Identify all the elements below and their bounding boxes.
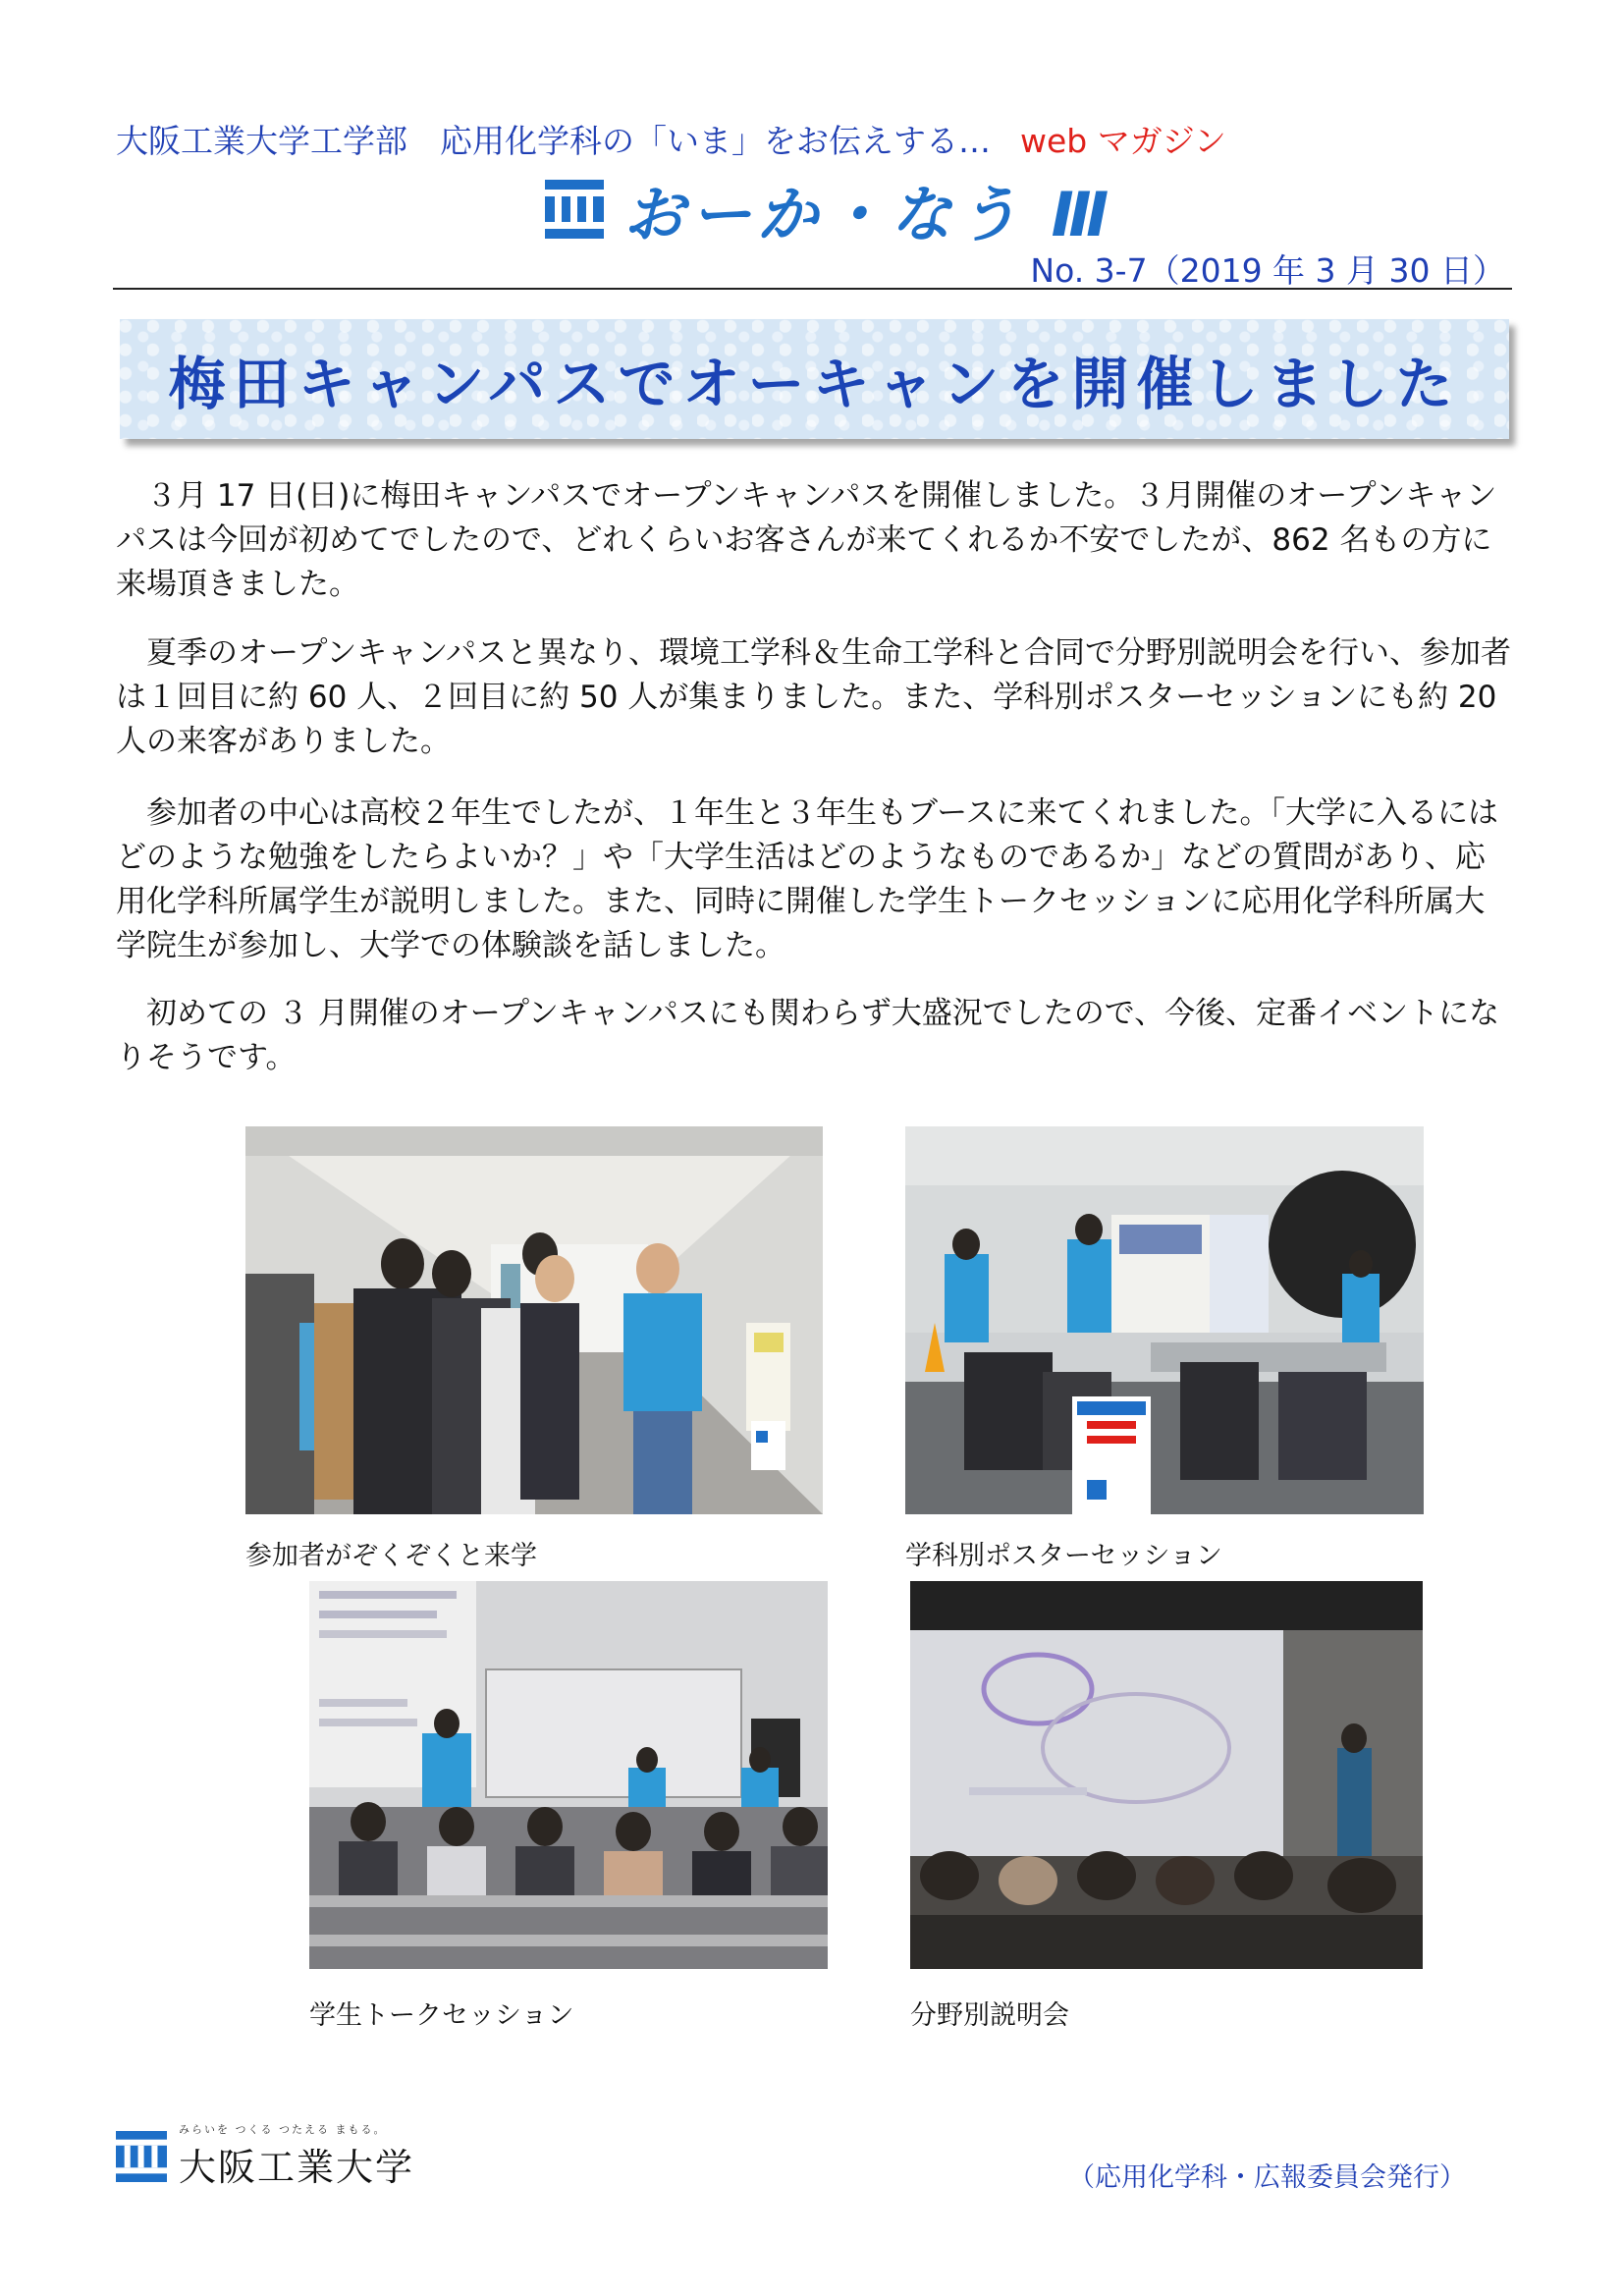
article-banner — [120, 319, 1509, 439]
tagline-web-magazine: web マガジン — [1020, 122, 1226, 160]
header-tagline — [116, 116, 1226, 162]
photo-3-caption: 学生トークセッション — [309, 2000, 574, 2031]
photo-talk-session — [309, 1581, 828, 1969]
paragraph-4: 初めての ３ 月開催のオープンキャンパスにも関わらず大盛況でしたので、今後、定番イベントになりそうです。 — [116, 996, 1500, 1075]
tagline-text: 大阪工業大学工学部 応用化学科の「いま」をお伝えする… — [116, 122, 991, 160]
photo-field-briefing — [910, 1581, 1423, 1969]
footer-slogan: みらいを つくる つたえる まもる。 — [179, 2123, 387, 2136]
paragraph-3: 参加者の中心は高校２年生でしたが、１年生と３年生もブースに来てくれました。「大学に入るにはどのような勉強をしたらよいか？」や「大学生活はどのようなものであるか」などの質問があり、応用化学科所属学生が説明しました。また、同時に開催した学生トークセッションに応用化学科所属大学院生が参加し、大学での体験談を話しました。 — [116, 795, 1499, 963]
oit-logo-icon — [116, 2131, 167, 2182]
photo-1-caption: 参加者がぞくぞくと来学 — [245, 1541, 537, 1571]
photo-4-caption: 分野別説明会 — [910, 2000, 1069, 2031]
oit-logo-icon — [545, 180, 604, 239]
footer-university-name: 大阪工業大学 — [179, 2146, 415, 2189]
article-title: 梅田キャンパスでオーキャンを開催しました — [168, 351, 1461, 417]
magazine-title: おーか・なう Ⅲ — [623, 178, 1115, 250]
footer-university-logo — [116, 2121, 414, 2191]
photo-participants-arriving — [245, 1126, 823, 1514]
publisher-note: （応用化学科・広報委員会発行） — [1068, 2162, 1466, 2193]
issue-number: No. 3-7（2019 年 3 月 30 日） — [1030, 251, 1505, 290]
photo-2-caption: 学科別ポスターセッション — [905, 1541, 1222, 1571]
photo-poster-session — [905, 1126, 1424, 1514]
paragraph-1: ３月 17 日(日)に梅田キャンパスでオープンキャンパスを開催しました。３月開催のオープンキャンパスは今回が初めてでしたので、どれくらいお客さんが来てくれるか不安でしたが、862 名もの方に来場頂きました。 — [116, 478, 1497, 602]
magazine-title-row — [545, 165, 1114, 253]
header-divider — [113, 288, 1512, 290]
paragraph-2: 夏季のオープンキャンパスと異なり、環境工学科＆生命工学科と合同で分野別説明会を行い、参加者は１回目に約 60 人、２回目に約 50 人が集まりました。また、学科別ポスターセッションにも約 20 人の来客がありました。 — [116, 635, 1512, 759]
